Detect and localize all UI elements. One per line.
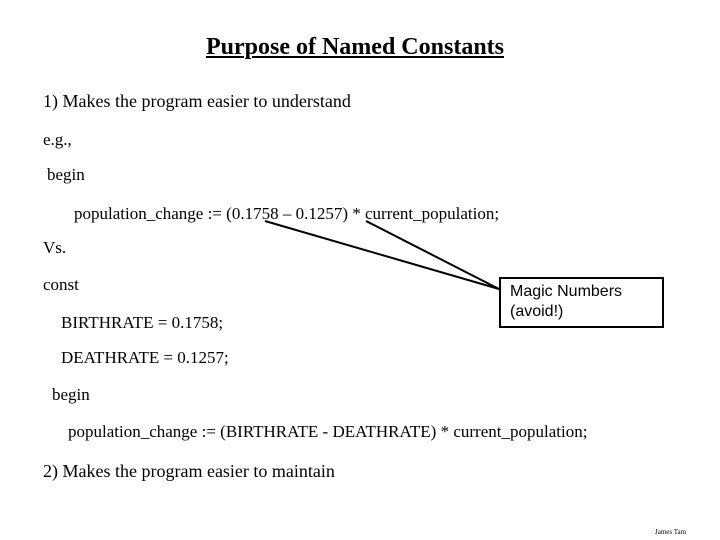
- arrow-to-first-number: [265, 221, 499, 289]
- slide-title: Purpose of Named Constants: [205, 34, 504, 60]
- begin-keyword-1: begin: [47, 165, 85, 184]
- code-line-named: population_change := (BIRTHRATE - DEATHRATE) * current_population;: [68, 422, 588, 441]
- callout-line-2: (avoid!): [510, 303, 564, 320]
- point-1: 1) Makes the program easier to understand: [43, 91, 351, 111]
- magic-numbers-callout: [499, 277, 664, 328]
- arrow-to-second-number: [366, 221, 499, 289]
- code-line-magic: population_change := (0.1758 – 0.1257) * current_population;: [74, 204, 500, 223]
- birthrate-declaration: BIRTHRATE = 0.1758;: [61, 313, 224, 332]
- eg-label: e.g.,: [43, 130, 72, 149]
- author-footer: James Tam: [655, 528, 687, 536]
- callout-line-1: Magic Numbers: [510, 283, 623, 300]
- const-keyword: const: [43, 275, 79, 294]
- point-2: 2) Makes the program easier to maintain: [43, 461, 335, 481]
- vs-label: Vs.: [43, 238, 67, 257]
- deathrate-declaration: DEATHRATE = 0.1257;: [61, 348, 229, 367]
- begin-keyword-2: begin: [52, 385, 90, 404]
